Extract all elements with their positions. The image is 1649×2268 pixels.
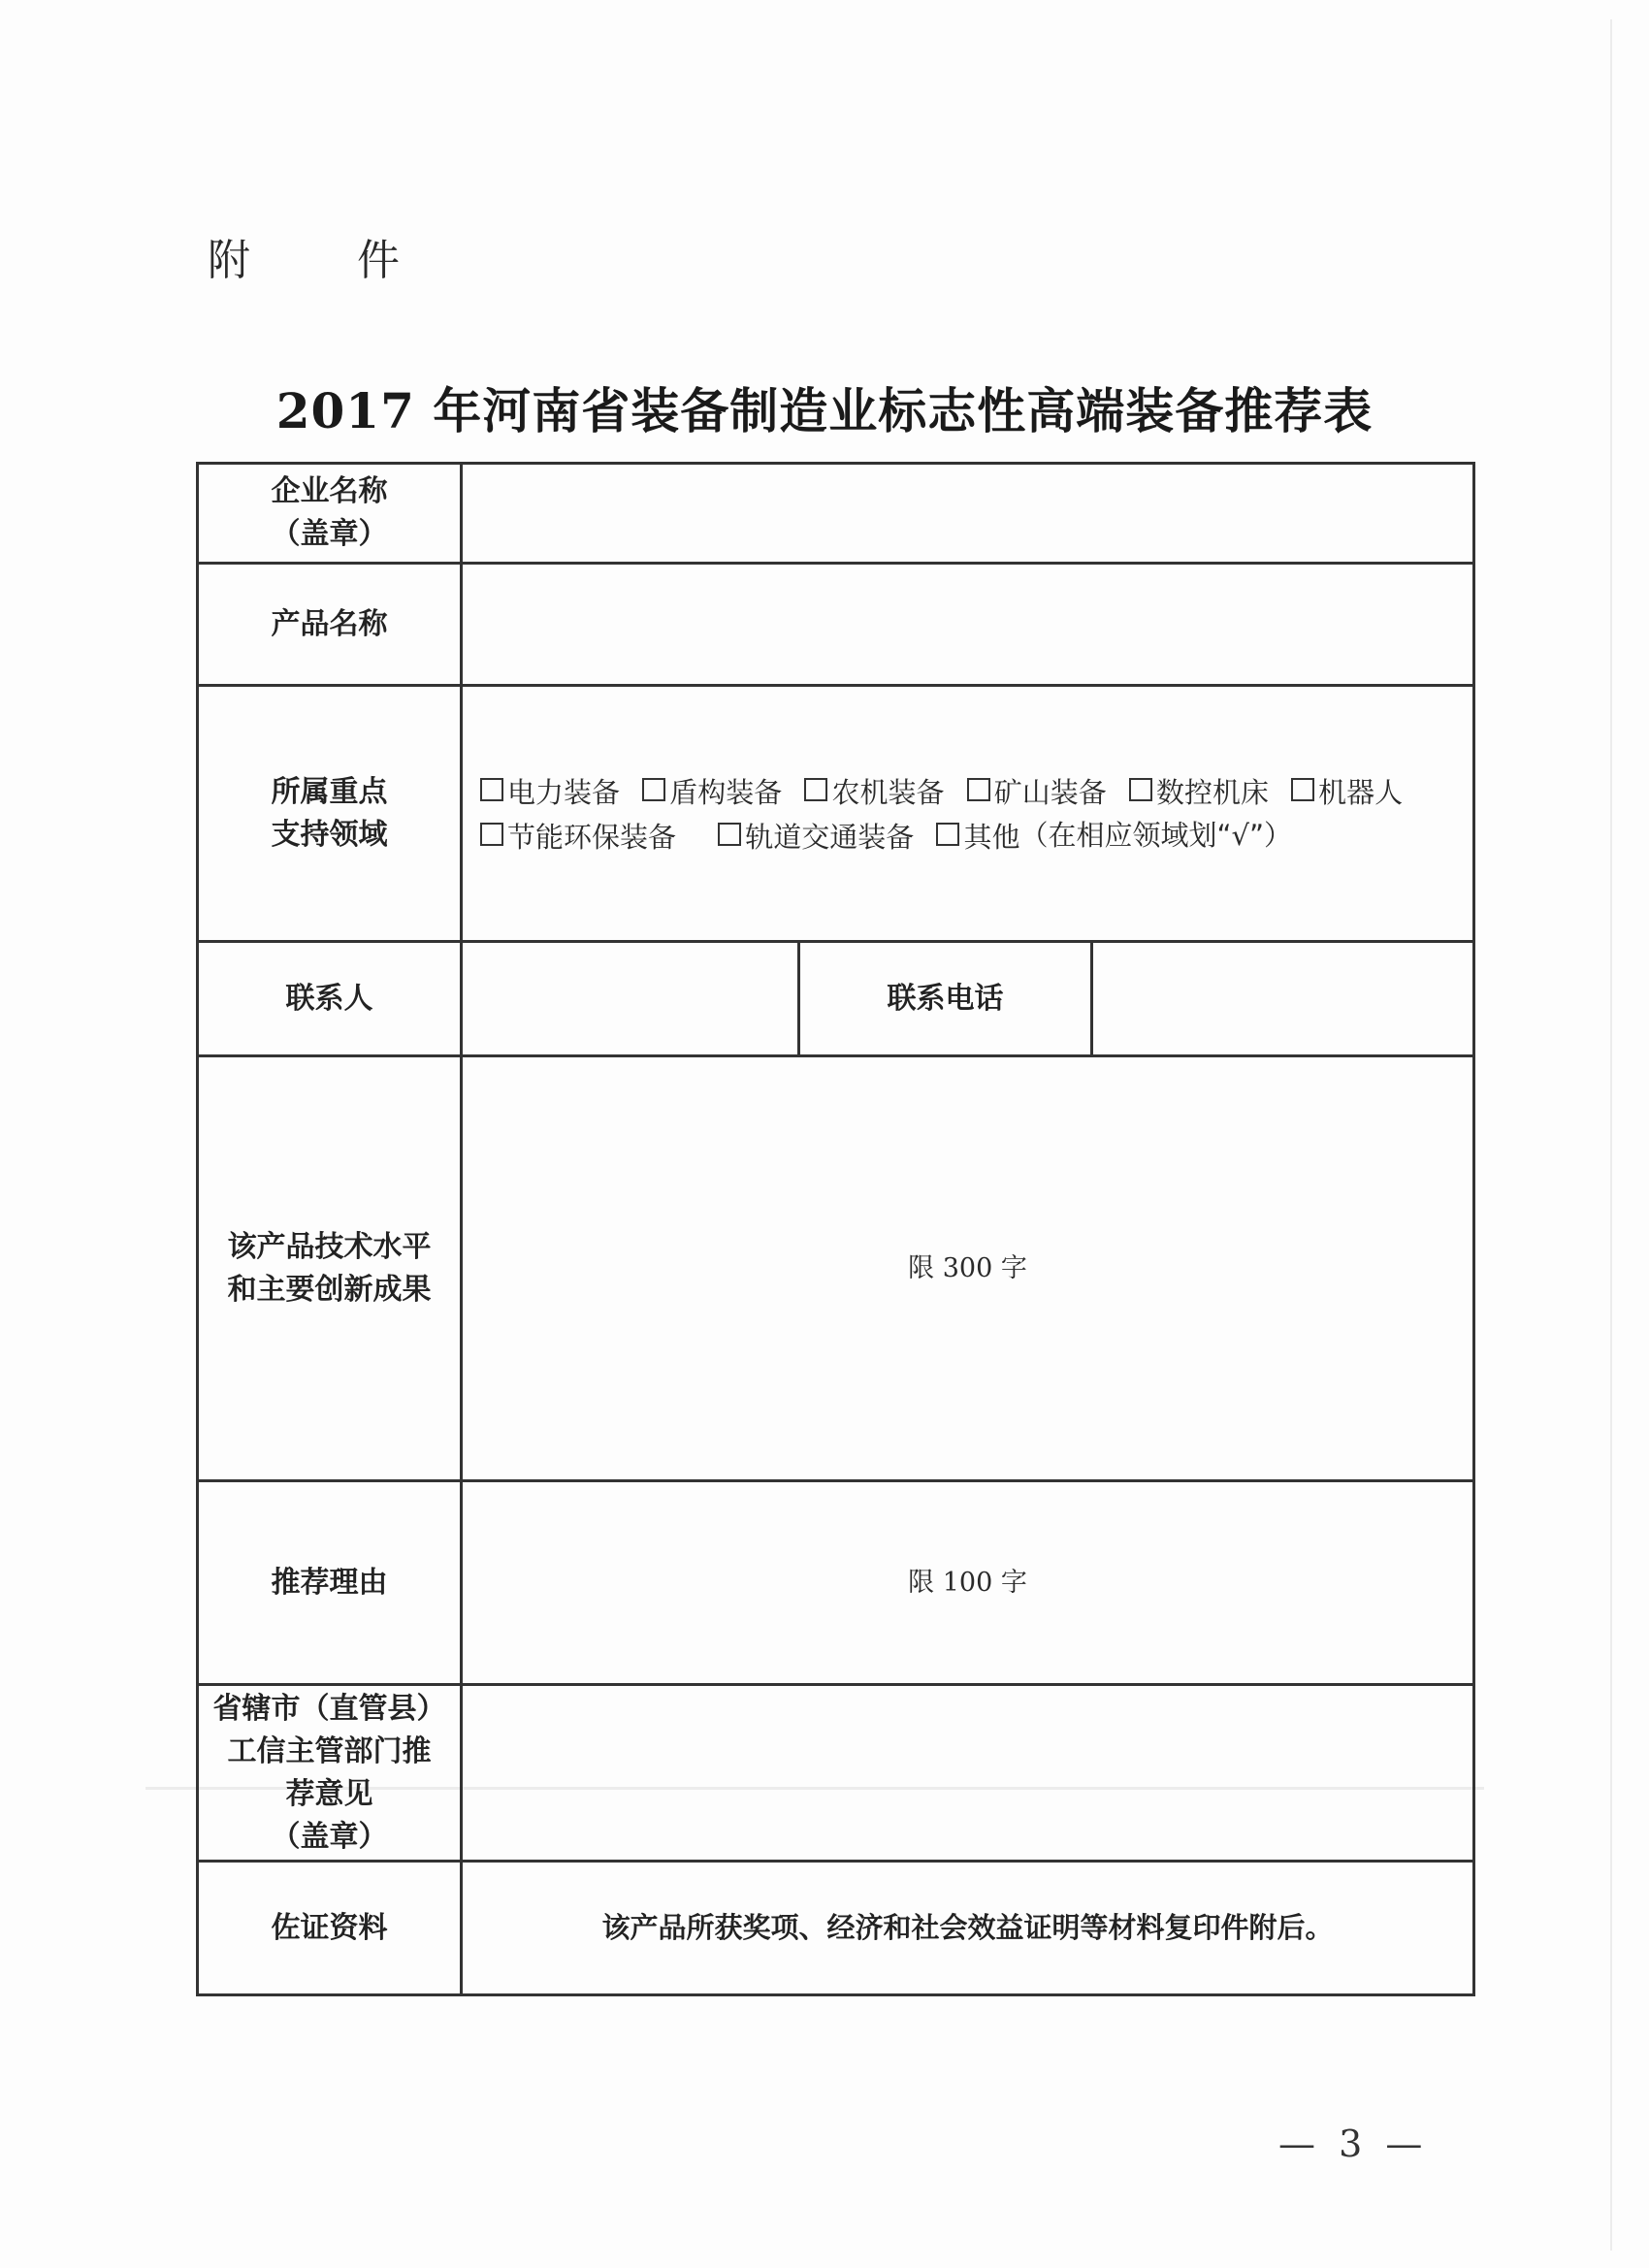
domain-option-rail[interactable]: 轨道交通装备 xyxy=(718,814,914,859)
tech-limit-note: 限 300 字 xyxy=(908,1253,1027,1283)
tech-label-line2: 和主要创新成果 xyxy=(227,1272,432,1307)
opinion-label-line1: 省辖市（直管县） xyxy=(212,1691,446,1726)
domain-row xyxy=(198,686,1474,942)
opinion-row xyxy=(198,1685,1474,1862)
domain-option-eco[interactable]: 节能环保装备 xyxy=(480,814,676,859)
checkbox[interactable] xyxy=(480,823,503,846)
domain-label xyxy=(198,686,462,942)
domain-note: （在相应领域划“√”） xyxy=(1019,818,1293,852)
product-name-row xyxy=(198,564,1474,686)
reason-label: 推荐理由 xyxy=(198,1481,462,1685)
checkbox[interactable] xyxy=(1129,778,1152,801)
domain-option-cnc[interactable]: 数控机床 xyxy=(1129,769,1269,814)
checkbox[interactable] xyxy=(1291,778,1314,801)
phone-field[interactable] xyxy=(1092,942,1474,1056)
checkbox[interactable] xyxy=(967,778,990,801)
domain-options-row-1 xyxy=(480,769,1472,814)
seal-note-text: （盖章） xyxy=(271,517,388,551)
tech-label xyxy=(198,1056,462,1481)
domain-label-line1: 所属重点 xyxy=(271,774,388,809)
reason-row xyxy=(198,1481,1474,1685)
domain-option-shield[interactable]: 盾构装备 xyxy=(642,769,782,814)
tech-row xyxy=(198,1056,1474,1481)
contact-label: 联系人 xyxy=(198,942,462,1056)
contact-row xyxy=(198,942,1474,1056)
attachment-label: 附 件 xyxy=(208,236,446,285)
evidence-row xyxy=(198,1862,1474,1995)
tech-field[interactable] xyxy=(462,1056,1474,1481)
domain-options-row-2 xyxy=(480,814,1472,859)
tech-label-line1: 该产品技术水平 xyxy=(227,1229,432,1264)
opinion-field[interactable] xyxy=(462,1685,1474,1862)
company-name-field[interactable] xyxy=(462,464,1474,564)
domain-label-line2: 支持领域 xyxy=(271,817,388,852)
checkbox[interactable] xyxy=(480,778,503,801)
product-name-field[interactable] xyxy=(462,564,1474,686)
form-title: 2017 年河南省装备制造业标志性高端装备推荐表 xyxy=(275,382,1374,439)
domain-option-agri[interactable]: 农机装备 xyxy=(804,769,944,814)
phone-label: 联系电话 xyxy=(799,942,1092,1056)
reason-field[interactable] xyxy=(462,1481,1474,1685)
opinion-label-line4: （盖章） xyxy=(271,1819,388,1854)
opinion-label xyxy=(198,1685,462,1862)
opinion-label-line3: 荐意见 xyxy=(285,1776,373,1811)
evidence-field xyxy=(462,1862,1474,1995)
company-name-label xyxy=(198,464,462,564)
contact-field[interactable] xyxy=(462,942,799,1056)
company-name-label-text: 企业名称 xyxy=(271,474,388,508)
product-name-label: 产品名称 xyxy=(198,564,462,686)
domain-option-robot[interactable]: 机器人 xyxy=(1291,769,1403,814)
checkbox[interactable] xyxy=(642,778,665,801)
checkbox[interactable] xyxy=(804,778,827,801)
checkbox[interactable] xyxy=(936,823,959,846)
company-name-row xyxy=(198,464,1474,564)
page-number: — 3 — xyxy=(1278,2122,1429,2165)
recommendation-form-table xyxy=(196,462,1475,1996)
domain-option-power[interactable]: 电力装备 xyxy=(480,769,620,814)
domain-options-cell xyxy=(462,686,1474,942)
evidence-text: 该产品所获奖项、经济和社会效益证明等材料复印件附后。 xyxy=(601,1911,1334,1944)
domain-option-other[interactable]: 其他 xyxy=(936,814,1019,859)
reason-limit-note: 限 100 字 xyxy=(908,1568,1027,1598)
evidence-label: 佐证资料 xyxy=(198,1862,462,1995)
opinion-label-line2: 工信主管部门推 xyxy=(227,1733,432,1768)
scan-fold-line xyxy=(1610,19,1612,2251)
checkbox[interactable] xyxy=(718,823,741,846)
domain-option-mining[interactable]: 矿山装备 xyxy=(967,769,1107,814)
